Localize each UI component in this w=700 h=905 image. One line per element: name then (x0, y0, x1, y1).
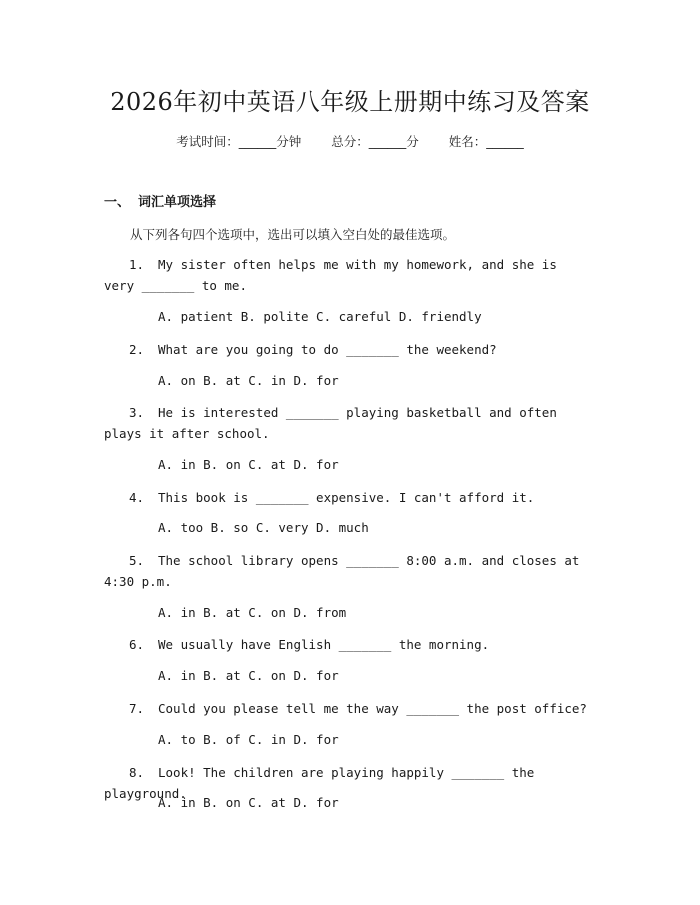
question-options: A. in B. at C. on D. for (158, 668, 339, 683)
question-options: A. in B. on C. at D. for (158, 457, 339, 472)
question-number: 4. (128, 490, 144, 505)
question-options: A. on B. at C. in D. for (158, 373, 339, 388)
page-title: 2026年初中英语八年级上册期中练习及答案 (110, 88, 590, 116)
question-item (104, 550, 594, 592)
question-options: A. too B. so C. very D. much (158, 520, 369, 535)
question-item (104, 487, 594, 508)
question-text: Look! The children are playing happily _______ the playground. (104, 765, 535, 801)
question-text: What are you going to do _______ the weekend? (158, 342, 497, 357)
question-number: 7. (128, 701, 144, 716)
section-title: 词汇单项选择 (138, 195, 217, 210)
question-options: A. to B. of C. in D. for (158, 732, 339, 747)
exam-time-label: 考试时间：______分钟 (176, 134, 302, 149)
question-number: 5. (128, 553, 144, 568)
question-number: 1. (128, 257, 144, 272)
question-text: Could you please tell me the way _______ the post office? (158, 701, 587, 716)
section-heading (104, 191, 216, 210)
question-item (104, 634, 594, 655)
question-number: 6. (128, 637, 144, 652)
question-item (104, 698, 594, 719)
section-number: 一、 (104, 195, 131, 210)
question-number: 3. (128, 405, 144, 420)
question-text: We usually have English _______ the morning. (158, 637, 490, 652)
exam-meta (0, 132, 700, 150)
question-options: A. in B. at C. on D. from (158, 605, 347, 620)
section-instruction: 从下列各句四个选项中，选出可以填入空白处的最佳选项。 (130, 227, 456, 242)
question-item (104, 402, 594, 444)
question-item (104, 254, 594, 296)
question-text: My sister often helps me with my homework, and she is very _______ to me. (104, 257, 557, 293)
total-score-label: 总分：______分 (331, 134, 419, 149)
question-number: 8. (128, 765, 144, 780)
question-number: 2. (128, 342, 144, 357)
name-label: 姓名：______ (448, 134, 524, 149)
question-options: A. patient B. polite C. careful D. friendly (158, 309, 482, 324)
question-item (104, 339, 594, 360)
question-options: A. in B. on C. at D. for (158, 795, 339, 810)
question-text: This book is _______ expensive. I can't afford it. (158, 490, 535, 505)
question-text: The school library opens _______ 8:00 a.m. and closes at 4:30 p.m. (104, 553, 580, 589)
question-text: He is interested _______ playing basketball and often plays it after school. (104, 405, 557, 441)
